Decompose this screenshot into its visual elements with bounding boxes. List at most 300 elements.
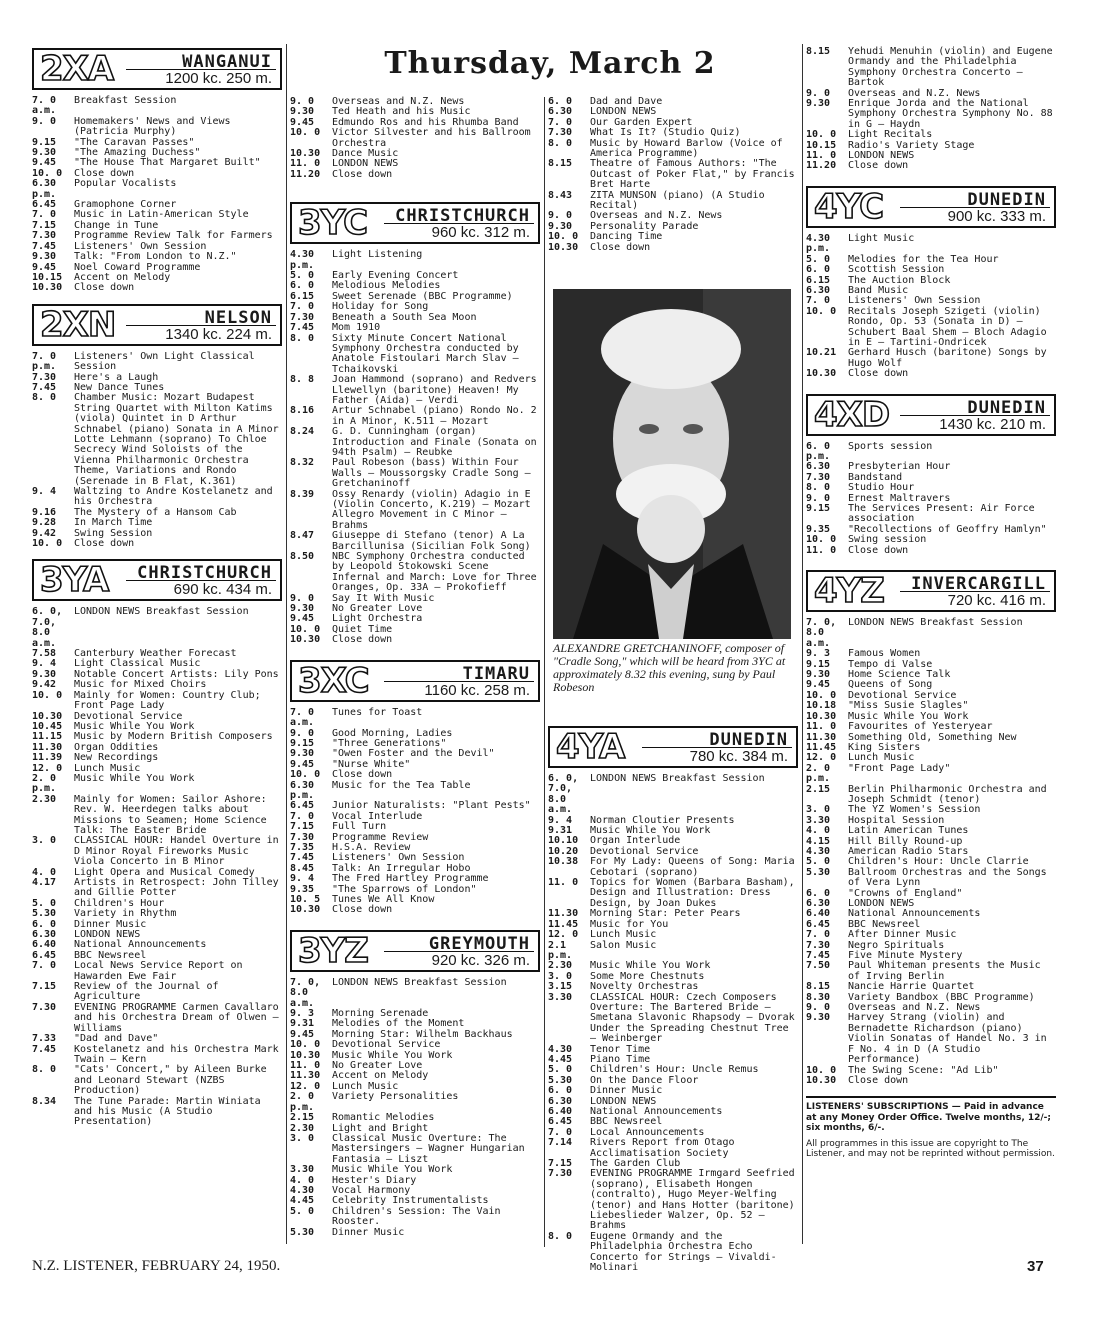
programme-time: 9. 0	[806, 492, 831, 504]
programme-row	[290, 531, 540, 552]
programme-title: The Auction Block	[848, 274, 951, 286]
programme-time: 11.15	[32, 731, 63, 743]
station-city: CHRISTCHURCH	[137, 563, 272, 584]
programme-title: Sixty Minute Concert National Symphony Orchestra conducted by Anatole Fistoulari March Slav — Tchaikovski	[332, 332, 519, 375]
programme-time: 4.30	[806, 845, 831, 857]
programme-title: National Announcements	[848, 908, 981, 920]
programme-row	[32, 1045, 282, 1066]
programme-row	[290, 490, 540, 532]
programme-row	[806, 141, 1056, 151]
programme-time: 9.15	[290, 737, 315, 749]
programme-title: Light Recitals	[848, 129, 933, 141]
programme-time: 6.45	[32, 949, 57, 961]
programme-time: 7.45	[806, 950, 831, 962]
programme-time: 8.50	[290, 551, 315, 563]
programme-row	[32, 920, 282, 930]
programme-row	[290, 1228, 540, 1238]
programme-title: "Front Page Lady"	[848, 762, 951, 774]
column-divider	[802, 44, 803, 1244]
programme-title: LONDON NEWS	[332, 158, 399, 170]
programme-title: Noel Coward Programme	[74, 261, 201, 273]
station-frequency: 780 kc. 384 m.	[689, 748, 788, 765]
programme-time: 6. 0	[806, 887, 831, 899]
programme-time: 2.30	[32, 793, 57, 805]
programme-title: Swing Session	[74, 527, 153, 539]
programme-row	[290, 708, 540, 729]
programme-title: Listeners' Own Session	[848, 295, 981, 307]
station-header-4xd	[806, 394, 1056, 436]
programme-title: Favourites of Yesteryear	[848, 721, 993, 733]
programme-time: 9.30	[806, 669, 831, 681]
programme-title: Lunch Music	[848, 752, 915, 764]
programme-row	[32, 940, 282, 950]
programme-time: 9.30	[290, 748, 315, 760]
programme-title: Holiday for Song	[332, 301, 429, 313]
programme-time: 6.40	[806, 908, 831, 920]
programme-title: Berlin Philharmonic Orchestra and Joseph Schmidt (tenor)	[848, 783, 1047, 805]
programme-title: EVENING PROGRAMME Irmgard Seefried (soprano), Elisabeth Hongen (contralto), Hugo Meyer-Welfing (tenor) and Hans Hotter (baritone) Liebeslieder Walzer, Op. 52 — Brahms	[590, 1168, 795, 1232]
programme-time: 7.30	[32, 230, 57, 242]
programme-time: 8.30	[806, 991, 831, 1003]
portrait-photo	[553, 289, 791, 639]
programme-time: 11.39	[32, 752, 63, 764]
programme-time: 7. 0	[290, 810, 315, 822]
programme-row	[806, 868, 1056, 889]
programme-time: 3. 0	[806, 804, 831, 816]
programme-title: Dinner Music	[590, 1085, 663, 1097]
programme-title: Good Morning, Ladies	[332, 727, 453, 739]
programme-row	[32, 1034, 282, 1044]
station-frequency: 720 kc. 416 m.	[947, 592, 1046, 610]
programme-row	[548, 191, 798, 212]
programme-title: LONDON NEWS	[74, 929, 141, 941]
programme-time: 10.45	[32, 720, 63, 732]
programme-title: Music by Howard Barlow (Voice of America Programme)	[590, 137, 783, 160]
programme-row	[32, 1003, 282, 1034]
programme-time: 12. 0	[806, 752, 837, 764]
programme-time: 5. 0	[290, 1205, 315, 1217]
programme-time: 5. 0	[806, 856, 831, 868]
programme-title: Yehudi Menuhin (violin) and Eugene Ormandy and the Philadelphia Symphony Orchestra Concerto — Bartok	[848, 46, 1053, 89]
programme-row	[806, 47, 1056, 89]
programme-time: 11.30	[806, 731, 837, 743]
programme-title: Famous Women	[848, 648, 921, 660]
schedule-3yc	[290, 250, 540, 645]
programme-time: 7.30	[290, 311, 315, 323]
programme-time: 6.30 p.m.	[290, 779, 315, 801]
programme-title: Variety Personalities	[332, 1091, 459, 1103]
programme-row	[548, 941, 798, 962]
programme-time: 11. 0	[806, 721, 837, 733]
programme-time: 9.30	[32, 251, 57, 263]
programme-time: 8.43	[548, 189, 573, 201]
programme-time: 9.15	[806, 503, 831, 514]
programme-title: Say It With Music	[332, 592, 435, 604]
programme-row	[548, 930, 798, 940]
copyright-text: All programmes in this issue are copyright to The Listener, and may not be reprinted without permission.	[806, 1138, 1055, 1160]
programme-time: 4. 0	[290, 1174, 315, 1186]
programme-title: Gramophone Corner	[74, 199, 177, 211]
programme-title: Children's Session: The Vain Rooster.	[332, 1205, 501, 1228]
programme-time: 9.30	[290, 603, 315, 615]
programme-title: Queens of Song	[848, 679, 933, 691]
programme-title: "The Caravan Passes"	[74, 136, 195, 148]
programme-time: 5.30	[548, 1074, 573, 1086]
station-city: NELSON	[204, 307, 272, 328]
programme-row	[290, 1092, 540, 1113]
programme-time: 5. 0	[548, 1064, 573, 1076]
programme-title: National Announcements	[74, 939, 207, 951]
programme-time: 7. 0	[290, 301, 315, 313]
programme-title: Band Music	[848, 284, 909, 296]
programme-row	[548, 982, 798, 992]
programme-time: 2. 0 p.m.	[806, 762, 831, 785]
programme-row	[290, 250, 540, 271]
programme-title: Classical Music Overture: The Mastersingers — Wagner Hungarian Fantasia — Liszt	[332, 1132, 525, 1165]
programme-title: Talk: "From London to N.Z."	[74, 251, 237, 263]
programme-row	[548, 1169, 798, 1231]
programme-time: 10. 0	[32, 167, 63, 179]
programme-row	[548, 1086, 798, 1096]
programme-title: Enrique Jorda and the National Symphony Orchestra Symphony No. 88 in G — Haydn	[848, 98, 1053, 130]
programme-time: 7.35	[290, 841, 315, 853]
programme-title: Light Classical Music	[74, 658, 201, 670]
programme-title: "Cats' Concert," by Aileen Burke and Leonard Stewart (NZBS Production)	[74, 1064, 267, 1097]
schedule-3xc	[290, 708, 540, 916]
programme-title: "The Sparrows of London"	[332, 883, 477, 895]
programme-title: Theatre of Famous Authors: "The Outcast of Poker Flat," by Francis Bret Harte	[590, 158, 795, 191]
programme-title: NBC Symphony Orchestra conducted by Leopold Stokowski Scene Infernal and March: Love for Three Oranges, Op. 33A — Prokofieff	[332, 551, 537, 594]
programme-title: CLASSICAL HOUR: Handel Overture in D Minor Royal Fireworks Music Viola Concerto in B Minor	[74, 835, 279, 868]
programme-title: Personality Parade	[590, 220, 699, 232]
programme-time: 10. 0	[806, 305, 837, 317]
programme-title: Children's Hour: Uncle Clarrie	[848, 856, 1029, 868]
programme-row	[32, 1097, 282, 1128]
programme-title: Swing session	[848, 534, 927, 546]
programme-title: Melodies for the Tea Hour	[848, 253, 999, 265]
programme-title: No Greater Love	[332, 603, 423, 615]
programme-time: 11. 0	[806, 150, 837, 162]
programme-title: The YZ Women's Session	[848, 804, 981, 816]
programme-title: "Crowns of England"	[848, 887, 963, 899]
programme-row	[806, 265, 1056, 275]
programme-title: CLASSICAL HOUR: Czech Composers Overture: The Bartered Bride — Smetana Slavonic Rhapsody — Dvorak Under the Spreading Chestnut Tree — Weinberger	[590, 991, 795, 1045]
station-city: DUNEDIN	[967, 397, 1046, 418]
programme-time: 10.30	[290, 1049, 321, 1061]
programme-title: Home Science Talk	[848, 669, 951, 681]
programme-time: 8.15	[806, 46, 831, 57]
programme-time: 7.30	[290, 831, 315, 843]
programme-row	[32, 117, 282, 138]
programme-row	[806, 743, 1056, 753]
programme-time: 10. 0	[290, 623, 321, 635]
programme-row	[32, 179, 282, 200]
programme-time: 8.15	[806, 981, 831, 993]
programme-title: Light Opera and Musical Comedy	[74, 866, 255, 878]
programme-title: LONDON NEWS Breakfast Session	[332, 976, 507, 988]
programme-time: 4. 0	[806, 825, 831, 837]
programme-title: Notable Concert Artists: Lily Pons	[74, 668, 279, 680]
programme-time: 7.45	[32, 381, 57, 393]
programme-row	[32, 393, 282, 487]
programme-time: 6.30	[548, 1095, 573, 1107]
programme-title: Music While You Work	[332, 1164, 453, 1176]
schedule-3ya	[32, 607, 282, 1127]
programme-row	[806, 348, 1056, 369]
programme-title: Victor Silvester and his Ballroom Orchestra	[332, 127, 531, 149]
programme-title: Eugene Ormandy and the Philadelphia Orchestra Echo Concerto for Strings — Vivaldi-Molinari	[590, 1230, 777, 1274]
programme-time: 7.45	[290, 852, 315, 864]
programme-time: 2.15	[806, 783, 831, 795]
programme-title: Homemakers' News and Views (Patricia Murphy)	[74, 115, 231, 138]
schedule-continued-3	[548, 97, 798, 253]
programme-row	[806, 276, 1056, 286]
programme-time: 6.45	[290, 800, 315, 812]
programme-time: 12. 0	[548, 929, 579, 941]
programme-title: "Dad and Dave"	[74, 1033, 159, 1045]
programme-time: 9. 0	[32, 115, 57, 127]
programme-title: Music for You	[590, 918, 669, 930]
programme-title: Accent on Melody	[332, 1070, 429, 1082]
programme-time: 9. 0	[290, 592, 315, 604]
programme-time: 9.30	[32, 668, 57, 680]
programme-time: 9. 3	[290, 1008, 315, 1020]
programme-title: American Radio Stars	[848, 845, 969, 857]
programme-row	[290, 170, 540, 180]
programme-row	[32, 283, 282, 293]
programme-time: 5. 0	[32, 897, 57, 909]
programme-time: 10.20	[548, 845, 579, 857]
programme-time: 7. 0	[548, 116, 573, 128]
programme-title: The Mystery of a Hansom Cab	[74, 506, 237, 518]
station-logo: 2XA	[40, 49, 114, 89]
programme-time: 4.45	[290, 1195, 315, 1207]
programme-title: Dinner Music	[332, 1226, 405, 1238]
programme-title: LONDON NEWS	[590, 106, 657, 118]
programme-row	[548, 159, 798, 190]
programme-row	[548, 1107, 798, 1117]
programme-row	[806, 369, 1056, 379]
programme-time: 6. 0	[806, 264, 831, 276]
programme-row	[290, 760, 540, 770]
programme-title: Music While You Work	[848, 710, 969, 722]
programme-title: Devotional Service	[74, 710, 183, 722]
programme-time: 9.30	[290, 106, 315, 118]
programme-title: Listeners' Own Light Classical Session	[74, 350, 255, 373]
programme-time: 6. 0	[32, 918, 57, 930]
station-frequency: 1200 kc. 250 m.	[165, 70, 272, 87]
programme-title: Rivers Report from Otago Acclimatisation Society	[590, 1137, 735, 1159]
programme-time: 9. 0	[290, 727, 315, 739]
programme-time: 2. 0 p.m.	[290, 1091, 315, 1113]
programme-title: Beneath a South Sea Moon	[332, 311, 477, 323]
station-header-3yz	[290, 930, 540, 972]
programme-time: 8.32	[290, 457, 315, 469]
programme-title: Light Music	[848, 232, 915, 244]
programme-time: 7.45	[32, 240, 57, 252]
programme-time: 7.30	[32, 1001, 57, 1013]
programme-row	[290, 833, 540, 843]
station-city: DUNEDIN	[967, 189, 1046, 210]
programme-title: Mainly for Women: Country Club; Front Page Lady	[74, 689, 261, 712]
programme-title: Hill Billy Round-up	[848, 835, 963, 847]
programme-time: 7. 0	[806, 929, 831, 941]
programme-time: 10. 0	[806, 1064, 837, 1076]
programme-time: 8.39	[290, 488, 315, 500]
programme-time: 8. 0	[32, 392, 57, 404]
programme-title: LONDON NEWS	[848, 898, 915, 909]
programme-time: 7.30	[548, 127, 573, 139]
programme-row	[290, 1071, 540, 1081]
programme-time: 9.35	[290, 883, 315, 895]
programme-title: Close down	[848, 544, 909, 556]
programme-time: 10.21	[806, 347, 837, 359]
schedule-4yc	[806, 234, 1056, 380]
programme-time: 9.30	[548, 220, 573, 232]
programme-time: 9.42	[32, 527, 57, 539]
programme-title: Tunes for Toast	[332, 706, 423, 718]
programme-time: 9.30	[806, 98, 831, 110]
programme-time: 8.45	[290, 862, 315, 874]
programme-title: Paul Whiteman presents the Music of Irving Berlin	[848, 960, 1041, 982]
programme-title: Lunch Music	[590, 929, 657, 941]
portrait-image	[553, 289, 791, 639]
schedule-continued-4	[806, 47, 1056, 172]
programme-title: Tempo di Valse	[848, 658, 933, 670]
programme-row	[548, 1076, 798, 1086]
programme-time: 6.45	[32, 199, 57, 211]
programme-time: 2. 0 p.m.	[32, 772, 57, 795]
programme-title: Devotional Service	[590, 845, 699, 857]
programme-title: The Fred Hartley Programme	[332, 873, 489, 885]
programme-time: 9. 0	[290, 96, 315, 107]
station-logo: 3YZ	[298, 930, 368, 971]
programme-title: Vocal Interlude	[332, 810, 423, 822]
programme-time: 5.30	[32, 908, 57, 920]
programme-title: Children's Hour: Uncle Remus	[590, 1064, 759, 1076]
programme-title: Sports session	[848, 440, 933, 452]
programme-time: 11.20	[290, 168, 321, 180]
programme-row	[290, 406, 540, 427]
programme-title: Organ Oddities	[74, 741, 159, 753]
programme-title: Programme Review Talk for Farmers	[74, 230, 273, 242]
programme-row	[548, 993, 798, 1045]
programme-title: King Sisters	[848, 741, 921, 753]
programme-title: Programme Review	[332, 831, 429, 843]
programme-title: EVENING PROGRAMME Carmen Cavallaro and his Orchestra Dream of Olwen — Williams	[74, 1001, 279, 1034]
programme-row	[290, 905, 540, 915]
programme-title: Quiet Time	[332, 623, 393, 635]
programme-title: Overseas and N.Z. News	[590, 210, 723, 222]
programme-time: 10. 0	[290, 1039, 321, 1051]
programme-title: Local News Service Report on Hawarden Ewe Fair	[74, 960, 243, 982]
programme-title: Devotional Service	[848, 689, 957, 701]
programme-title: Gerhard Husch (baritone) Songs by Hugo Wolf	[848, 347, 1047, 369]
programme-time: 7.45	[32, 1043, 57, 1055]
programme-row	[32, 982, 282, 1003]
schedule-4xd	[806, 442, 1056, 556]
programme-title: Local Announcements	[590, 1126, 705, 1138]
programme-time: 7. 0	[32, 209, 57, 221]
programme-row	[32, 836, 282, 867]
programme-title: Close down	[74, 282, 135, 294]
programme-row	[32, 607, 282, 649]
programme-time: 11.30	[548, 908, 579, 920]
programme-title: Change in Tune	[74, 219, 159, 231]
programme-title: The Services Present: Air Force association	[848, 503, 1035, 525]
programme-time: 6.45	[806, 918, 831, 930]
programme-time: 7. 0	[32, 960, 57, 972]
programme-time: 8.16	[290, 405, 315, 417]
programme-time: 10.30	[290, 904, 321, 916]
programme-time: 11.20	[806, 160, 837, 172]
programme-title: Giuseppe di Stefano (tenor) A La Barcillunisa (Sicilian Folk Song)	[332, 530, 531, 552]
programme-title: Melodies of the Moment	[332, 1018, 465, 1030]
programme-time: 9. 4	[290, 873, 315, 885]
programme-title: Artur Schnabel (piano) Rondo No. 2 in A Minor, K.511 — Mozart	[332, 405, 537, 427]
programme-title: "Owen Foster and the Devil"	[332, 748, 495, 760]
programme-time: 6. 0	[548, 96, 573, 107]
schedule-2xn	[32, 352, 282, 550]
programme-time: 7.15	[290, 821, 315, 833]
programme-row	[806, 462, 1056, 472]
programme-title: Morning Star: Peter Pears	[590, 908, 741, 920]
programme-row	[32, 774, 282, 795]
programme-row	[806, 722, 1056, 732]
programme-title: H.S.A. Review	[332, 841, 411, 853]
publication-footer: N.Z. LISTENER, FEBRUARY 24, 1950.	[32, 1258, 281, 1274]
programme-title: G. D. Cunningham (organ) Introduction and Finale (Sonata on 94th Psalm) — Reubke	[332, 426, 537, 458]
programme-time: 6. 0	[548, 1085, 573, 1097]
programme-time: 3.30	[806, 814, 831, 826]
programme-row	[548, 97, 798, 107]
station-header-4yc	[806, 186, 1056, 228]
programme-time: 9. 0	[806, 1002, 831, 1014]
programme-title: ZITA MUNSON (piano) (A Studio Recital)	[590, 189, 765, 212]
programme-time: 6.40	[32, 939, 57, 951]
programme-row	[32, 352, 282, 373]
programme-time: 3. 0	[548, 970, 573, 982]
programme-row	[32, 691, 282, 712]
programme-time: 12. 0	[32, 762, 63, 774]
programme-time: 8.15	[548, 158, 573, 170]
station-header-3ya	[32, 559, 282, 601]
programme-title: No Greater Love	[332, 1060, 423, 1072]
programme-title: Music While You Work	[590, 825, 711, 837]
programme-title: Ossy Renardy (violin) Adagio in E (Violin Concerto, K.219) — Mozart Allegro Movement in C Minor — Brahms	[332, 488, 531, 531]
programme-time: 9.45	[806, 679, 831, 691]
programme-time: 9.31	[290, 1018, 315, 1030]
programme-time: 6. 0	[290, 280, 315, 292]
programme-row	[806, 961, 1056, 982]
programme-title: Variety in Rhythm	[74, 908, 177, 920]
programme-row	[290, 427, 540, 458]
programme-time: 10. 0	[806, 129, 837, 141]
programme-title: Vocal Harmony	[332, 1184, 411, 1196]
programme-row	[548, 243, 798, 253]
programme-time: 9.15	[806, 658, 831, 670]
programme-title: Full Turn	[332, 821, 387, 833]
programme-title: Paul Robeson (bass) Within Four Walls — Moussorgsky Cradle Song — Gretchaninoff	[332, 457, 531, 490]
programme-title: Negro Spirituals	[848, 939, 945, 951]
programme-time: 4.15	[806, 835, 831, 847]
programme-title: LONDON NEWS	[590, 1095, 657, 1107]
programme-time: 6.15	[806, 274, 831, 286]
station-logo: 4YZ	[814, 571, 884, 612]
programme-title: Junior Naturalists: "Plant Pests"	[332, 800, 531, 812]
programme-row	[806, 826, 1056, 836]
programme-title: Dancing Time	[590, 231, 663, 243]
